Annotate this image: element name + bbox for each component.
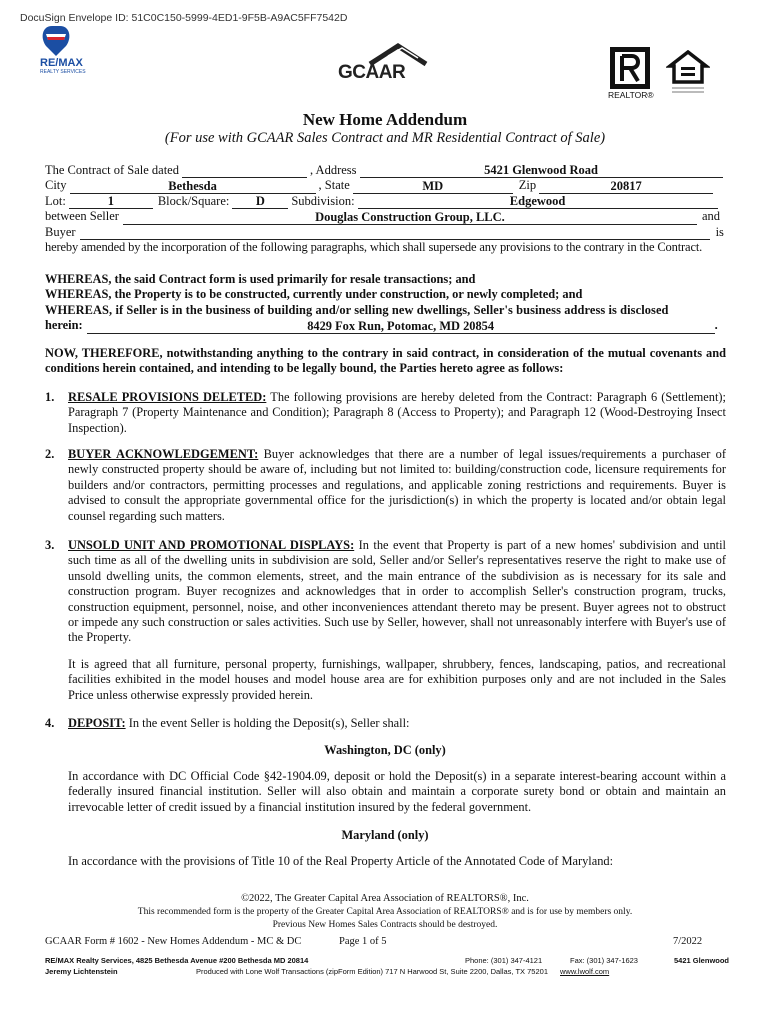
city-label: City [45,178,67,193]
field-row-buyer [45,225,725,240]
amended-text: hereby amended by the incorporation of the following paragraphs, which shall supersede any provisions to the contrary in the Contract. [45,239,703,254]
page-title: New Home Addendum [302,110,468,129]
section-2-text: Buyer acknowledges that there are a number of legal issues/requirements a purchaser of newly constructed property should be aware of, including but not limited to: building/construction code, licensure requirements for builders and/or contractors, permitting processes and regulations, and applicable zoning restrictions and requirements. Buyer is advised to consult the appropriate governmental office for the jurisdiction(s) in which the property is located and/or obtain legal counsel regarding such matters. [68,447,726,523]
seller-business-address-field[interactable]: 8429 Fox Run, Potomac, MD 20854 [87,320,715,334]
field-row-city-state-zip [45,178,725,193]
whereas-herein-row [45,318,726,333]
address-field[interactable]: 5421 Glenwood Road [360,164,723,178]
footer-form-date: 7/2022 [673,936,703,947]
section-3-heading: UNSOLD UNIT AND PROMOTIONAL DISPLAYS: [68,538,355,552]
footer-fax: Fax: (301) 347-1623 [570,956,638,965]
dc-text: In accordance with DC Official Code §42-1904.09, deposit or hold the Deposit(s) in a separate interest-bearing account within a federally insured financial institution. Seller will also obtain and maintain a corporate surety bond or obtain and maintain an irrevocable letter of credit issued by a financial institution insured by the federal government. [68,769,726,814]
footer-phone: Phone: (301) 347-4121 [465,956,543,965]
buyer-field[interactable] [80,226,710,240]
gcaar-logo [330,42,440,92]
footer-copyright-block [0,892,770,933]
page-subtitle: (For use with GCAAR Sales Contract and MR Residential Contract of Sale) [164,130,606,146]
buyer-suffix: is [715,224,724,239]
section-4-number: 4. [45,716,55,730]
buyer-label: Buyer [45,224,76,239]
seller-suffix: and [701,209,720,224]
zip-field[interactable]: 20817 [539,180,713,194]
realtor-r-icon [610,47,650,89]
footer-website-link[interactable]: www.lwolf.com [560,967,610,976]
realtor-label: REALTOR® [608,90,654,100]
footer-page-number: Page 1 of 5 [339,936,387,947]
footer-ownership: This recommended form is the property of the Greater Capital Area Association of REALTORS® and is for use by members only. [137,906,633,917]
now-therefore: NOW, THEREFORE, notwithstanding anything to the contrary in said contract, in consideration of the mutual covenants and conditions herein contained, and intending to be legally bound, the Parties hereto agree as follows: [45,346,726,376]
lot-label: Lot: [45,193,66,208]
footer-produced-by: Produced with Lone Wolf Transactions (zipForm Edition) 717 N Harwood St, Suite 2200, Dallas, TX 75201 [196,967,548,976]
state-label: , State [318,178,350,193]
section-1-text: The following provisions are hereby deleted from the Contract: Paragraph 6 (Settlement); Paragraph 7 (Property Maintenance and Condition); Paragraph 8 (Access to Property); and Paragraph 12 (Wood-Destroying Insect Inspection). [68,390,726,435]
envelope-id: DocuSign Envelope ID: 51C0C150-5999-4ED1-9F5B-A9AC5FF7542D [20,12,348,24]
section-4 [68,716,726,731]
section-2-heading: BUYER ACKNOWLEDGEMENT: [68,447,259,461]
seller-label: between Seller [45,209,119,224]
dc-heading: Washington, DC (only) [324,743,446,757]
section-3-number: 3. [45,538,55,552]
equal-housing-logo [666,50,710,100]
remax-wordmark: RE/MAX [40,57,83,69]
herein-period: . [714,318,718,333]
contract-dated-field[interactable] [182,164,307,178]
section-1 [68,390,726,436]
subdivision-field[interactable]: Edgewood [358,195,718,209]
section-3-text: In the event that Property is part of a new homes' subdivision and until such time as all of the dwelling units in subdivision are sold, Seller and/or Seller's representatives reserve the right to make use of unsold dwelling units, the common elements, street, and the main entrance of the subdivision as is necessary for its sale and construction program. Buyer recognizes and acknowledges that in order to accomplish Seller's construction program, trucks, construction equipment, personnel, noise, and other inconveniences attendant thereto may be present. Buyer agrees not to obstruct or impede any such construction or sales activities. Such use by Seller, however, shall not unreasonably interfere with Buyer's use of the Property. [68,538,726,645]
herein-label: herein: [45,318,83,333]
address-label: , Address [309,162,357,177]
footer-agent: Jeremy Lichtenstein [45,967,118,976]
contract-dated-label: The Contract of Sale dated [45,162,179,177]
section-1-number: 1. [45,390,55,404]
subdivision-label: Subdivision: [291,193,355,208]
zip-label: Zip [518,178,537,193]
section-1-heading: RESALE PROVISIONS DELETED: [68,390,267,404]
seller-field[interactable]: Douglas Construction Group, LLC. [123,211,697,225]
section-2 [68,447,726,524]
section-2-number: 2. [45,447,55,461]
section-4-text: In the event Seller is holding the Deposit(s), Seller shall: [125,716,410,730]
equal-housing-caption-2 [672,91,704,93]
equal-housing-caption [672,87,704,89]
city-field[interactable]: Bethesda [70,180,316,194]
section-3-paragraph-2: It is agreed that all furniture, personal property, furnishings, wallpaper, shrubbery, fences, landscaping, patios, and recreational facilities exhibited in the model houses and model house area are for exhibition purposes only and are not included in the Sales Price unless otherwise expressly provided herein. [68,657,726,702]
block-label: Block/Square: [157,193,230,208]
contract-fields [45,163,725,255]
footer-destroy-note: Previous New Homes Sales Contracts should be destroyed. [272,920,498,930]
lot-field[interactable]: 1 [69,195,153,209]
whereas-line-3: WHEREAS, if Seller is in the business of building and/or selling new dwellings, Seller's business address is disclosed [45,302,669,317]
block-field[interactable]: D [232,195,288,209]
md-text: In accordance with the provisions of Title 10 of the Real Property Article of the Annotated Code of Maryland: [68,854,614,868]
field-row-date-address [45,163,725,178]
remax-logo [34,24,94,76]
field-row-seller [45,209,725,224]
whereas-line-1: WHEREAS, the said Contract form is used primarily for resale transactions; and [45,272,476,286]
whereas-line-2: WHEREAS, the Property is to be constructed, currently under construction, or newly completed; and [45,287,583,302]
section-4-heading: DEPOSIT: [68,716,126,730]
footer-copyright: ©2022, The Greater Capital Area Association of REALTORS®, Inc. [241,893,529,904]
whereas-block [45,272,726,334]
footer-broker: RE/MAX Realty Services, 4825 Bethesda Avenue #200 Bethesda MD 20814 [45,956,309,965]
remax-subtitle: REALTY SERVICES [40,69,86,75]
md-heading: Maryland (only) [341,828,429,842]
footer-form-name: GCAAR Form # 1602 - New Homes Addendum - MC & DC [45,936,302,947]
gcaar-wordmark: GCAAR [338,62,406,83]
field-row-lot-block [45,194,725,209]
state-field[interactable]: MD [353,180,513,194]
realtor-logo [608,47,656,101]
section-3 [68,538,726,646]
footer-property: 5421 Glenwood [674,956,730,965]
equal-housing-icon [666,50,710,84]
